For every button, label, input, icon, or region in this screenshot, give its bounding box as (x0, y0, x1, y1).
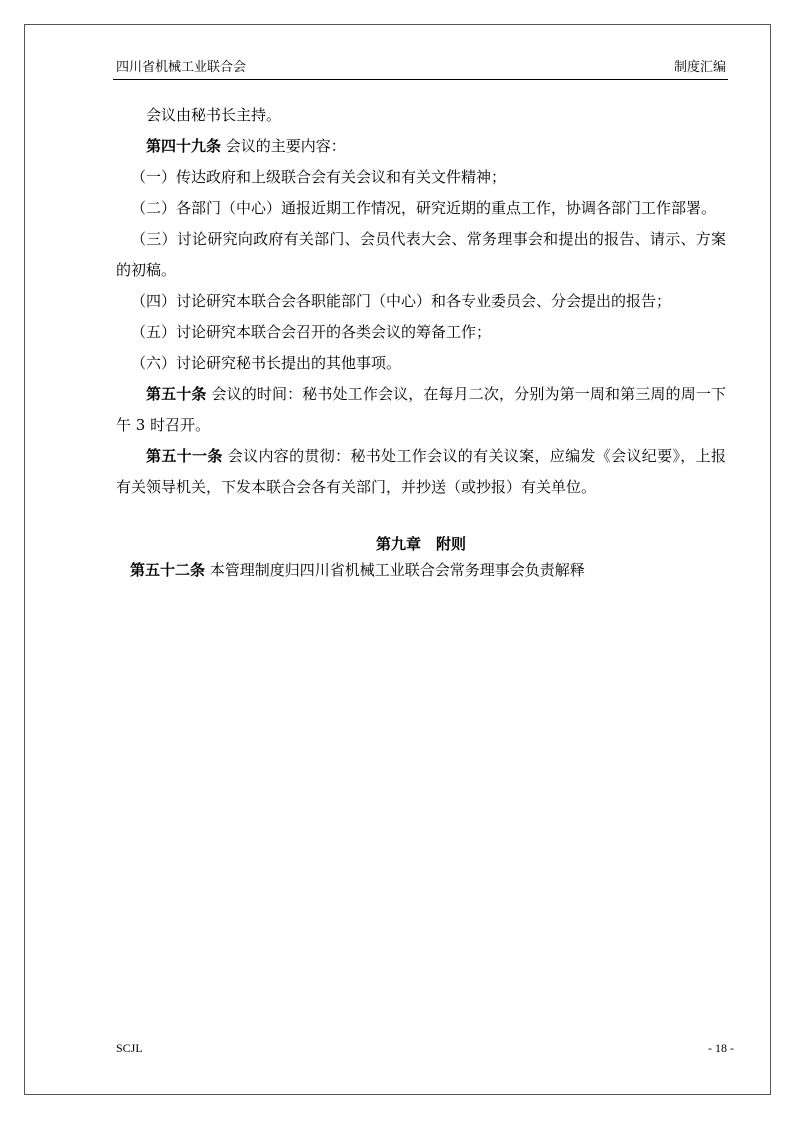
document-body (116, 100, 726, 583)
list-item: （六）讨论研究秘书长提出的其他事项。 (131, 354, 402, 372)
article-text: 本管理制度归四川省机械工业联合会常务理事会负责解释 (209, 561, 585, 579)
article-label: 第五十一条 (146, 447, 223, 465)
list-item: （四）讨论研究本联合会各职能部门（中心）和各专业委员会、分会提出的报告； (131, 292, 672, 310)
article-51 (116, 441, 726, 503)
list-item: （三）讨论研究向政府有关部门、会员代表大会、常务理事会和提出的报告、请示、方案的初稿。 (116, 230, 726, 279)
chapter-heading: 第九章 附则 (375, 535, 466, 553)
header-rule (113, 79, 728, 80)
article-52 (116, 557, 726, 583)
page-number: - 18 - (708, 1041, 734, 1055)
article-label: 第五十条 (146, 385, 207, 403)
article-text: 会议的时间：秘书处工作会议，在每月二次，分别为第一周和第三周的周一下午 3 时召开。 (116, 385, 726, 434)
article-text: 会议的主要内容： (225, 137, 346, 155)
article-49 (116, 131, 726, 162)
article-label: 第四十九条 (146, 137, 222, 155)
header-document-title: 制度汇编 (673, 60, 726, 75)
list-item: （二）各部门（中心）通报近期工作情况，研究近期的重点工作，协调各部门工作部署。 (131, 199, 717, 217)
article-text: 会议内容的贯彻：秘书处工作会议的有关议案，应编发《会议纪要》，上报有关领导机关，下发本联合会各有关部门，并抄送（或抄报）有关单位。 (116, 447, 726, 496)
article-label: 第五十二条 (130, 561, 206, 579)
footer-code: SCJL (116, 1041, 143, 1055)
paragraph: 会议由秘书长主持。 (146, 106, 282, 124)
list-item: （五）讨论研究本联合会召开的各类会议的筹备工作； (131, 323, 492, 341)
list-item: （一）传达政府和上级联合会有关会议和有关文件精神； (131, 168, 507, 186)
header-organization: 四川省机械工业联合会 (116, 60, 247, 75)
article-50 (116, 379, 726, 441)
